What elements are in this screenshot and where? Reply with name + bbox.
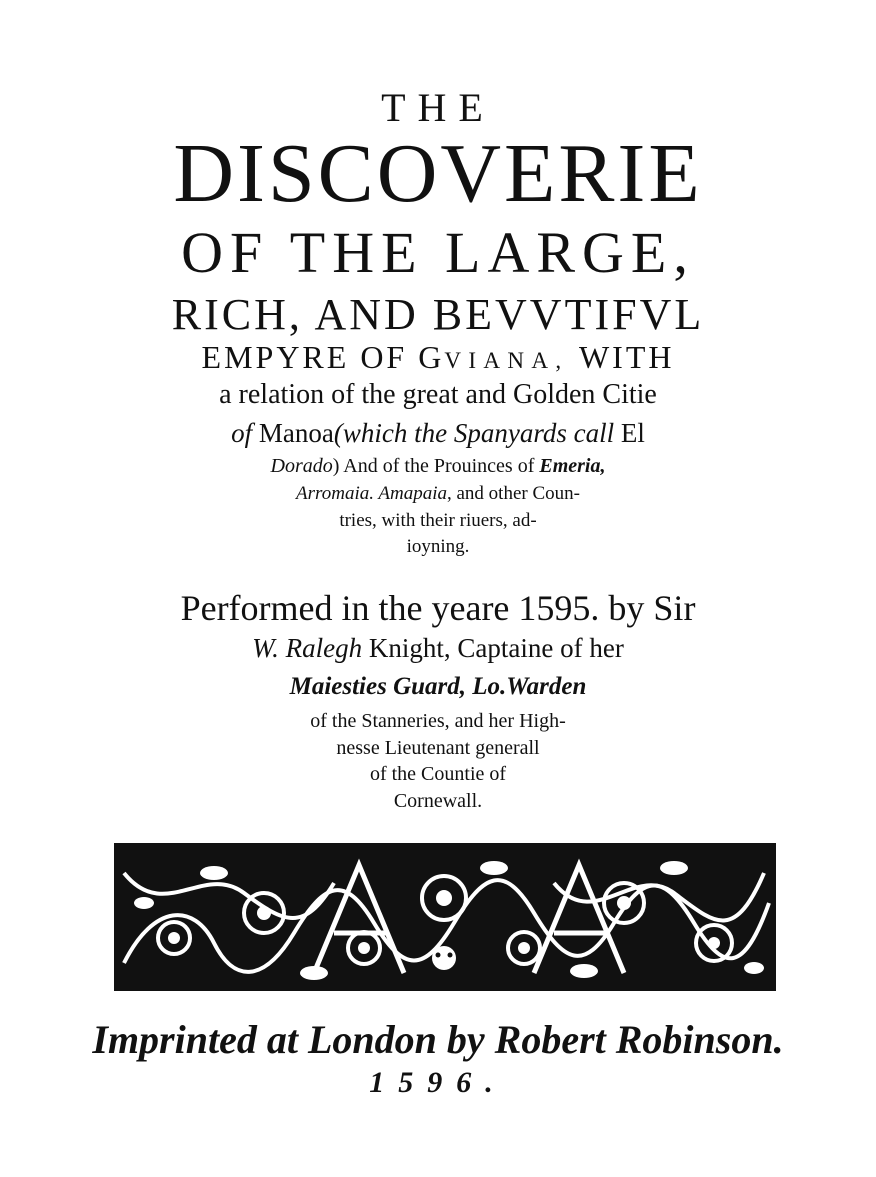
- title-discoverie: DISCOVERIE: [173, 127, 703, 220]
- imprint-line: Imprinted at London by Robert Robinson.: [92, 1017, 784, 1062]
- relation-dorado: Dorado: [270, 455, 333, 477]
- performed-line-6: of the Countie of: [369, 763, 507, 785]
- relation-line-6: ioyning.: [406, 536, 470, 557]
- imprint-year: 1596.: [369, 1066, 507, 1099]
- relation-line-3: [0, 456, 876, 476]
- performed-line-5: nesse Lieutenant generall: [336, 737, 540, 759]
- performed-line-3: Maiesties Guard, Lo.Warden: [289, 673, 587, 700]
- title-guiana-rest: VIANA,: [444, 347, 569, 373]
- relation-manoa: Manoa: [258, 418, 334, 448]
- performed-ralegh: W. Ralegh: [252, 633, 363, 663]
- title-empyre-guiana: [0, 341, 876, 373]
- relation-line-4: [0, 484, 876, 503]
- relation-line-1: a relation of the great and Golden Citie: [219, 379, 657, 410]
- performed-knight: Knight, Captaine of her: [368, 633, 624, 663]
- relation-arromaia: Arromaia. Amapaia: [296, 483, 447, 504]
- relation-spanyards: (which the Spanyards call: [333, 418, 615, 448]
- relation-prouinces: ) And of the Prouinces of: [332, 455, 535, 477]
- relation-line-2: [0, 420, 876, 447]
- performed-line-7: Cornewall.: [393, 790, 483, 812]
- woodcut-ornament: [114, 843, 776, 991]
- title-of-the-large: OF THE LARGE,: [181, 220, 695, 285]
- title-guiana-initial: G: [418, 339, 445, 375]
- performed-line-2: [0, 635, 876, 662]
- title-the: THE: [381, 85, 495, 130]
- relation-el: El: [620, 418, 645, 448]
- relation-emeria: Emeria,: [539, 455, 606, 477]
- relation-other-countries: , and other Coun-: [446, 483, 580, 504]
- performed-line-1: Performed in the yeare 1595. by Sir: [180, 588, 696, 628]
- title-with: WITH: [578, 339, 675, 375]
- title-rich-beautiful: RICH, AND BEVVTIFVL: [171, 290, 705, 339]
- performed-line-4: of the Stanneries, and her High-: [310, 710, 566, 732]
- relation-line-5: tries, with their riuers, ad-: [339, 510, 537, 531]
- title-empyre-of: EMPYRE OF: [201, 339, 408, 375]
- relation-of: of: [231, 418, 253, 448]
